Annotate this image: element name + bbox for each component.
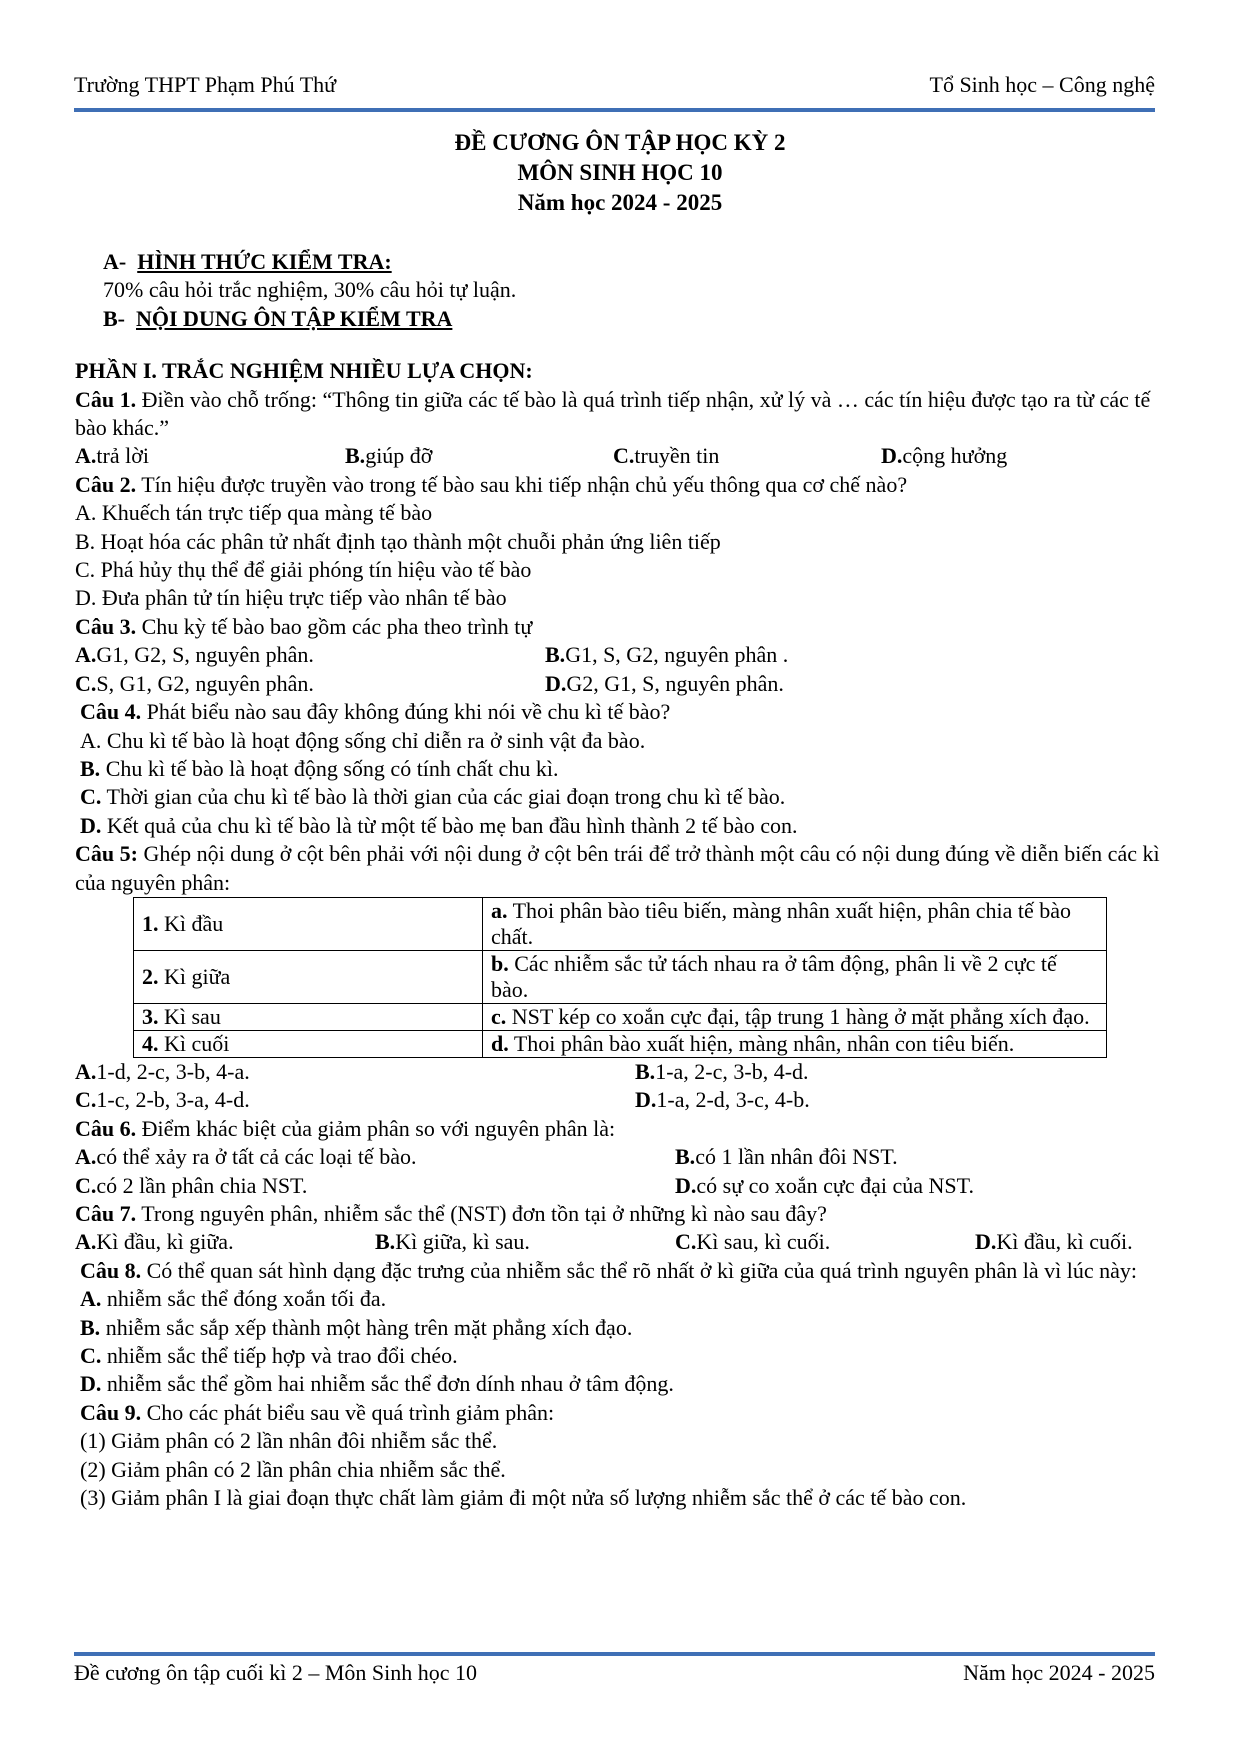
q1-option-d: D.cộng hưởng xyxy=(881,443,1008,469)
question-9: Câu 9. Cho các phát biểu sau về quá trình giảm phân: xyxy=(80,1399,555,1425)
q4-option-b: B. Chu kì tế bào là hoạt động sống có tính chất chu kì. xyxy=(80,755,559,781)
school-name: Trường THPT Phạm Phú Thứ xyxy=(74,72,337,97)
q3-options-row-2 xyxy=(75,670,1165,698)
right-cell: d. Thoi phân bào xuất hiện, màng nhân, nhân con tiêu biến. xyxy=(483,1030,1107,1057)
q5-options-row-1 xyxy=(75,1058,1165,1086)
q9-statement-1: (1) Giảm phân có 2 lần nhân đôi nhiễm sắc thể. xyxy=(80,1428,498,1454)
left-cell: 4. Kì cuối xyxy=(134,1030,483,1057)
q8-option-d: D. nhiễm sắc thể gồm hai nhiễm sắc thể đơn dính nhau ở tâm động. xyxy=(80,1371,674,1397)
question-5: Câu 5: Ghép nội dung ở cột bên phải với nội dung ở cột bên trái để trở thành một câu có nội dung đúng về diễn biến các kì của nguyên phân: xyxy=(75,841,1160,895)
section-a-text: 70% câu hỏi trắc nghiệm, 30% câu hỏi tự luận. xyxy=(103,277,517,303)
q2-option-a: A. Khuếch tán trực tiếp qua màng tế bào xyxy=(75,500,433,526)
doc-subject: MÔN SINH HỌC 10 xyxy=(517,160,723,185)
q4-option-a: A. Chu kì tế bào là hoạt động sống chỉ diễn ra ở sinh vật đa bào. xyxy=(80,727,646,753)
right-cell: c. NST kép co xoắn cực đại, tập trung 1 hàng ở mặt phẳng xích đạo. xyxy=(483,1003,1107,1030)
q1-option-b: B.giúp đỡ xyxy=(345,443,433,469)
q6-option-c: C.có 2 lần phân chia NST. xyxy=(75,1172,308,1198)
doc-year: Năm học 2024 - 2025 xyxy=(517,190,723,215)
q9-statement-2: (2) Giảm phân có 2 lần phân chia nhiễm sắc thể. xyxy=(80,1456,506,1482)
q8-option-a: A. nhiễm sắc thể đóng xoắn tối đa. xyxy=(80,1286,387,1312)
department-name: Tổ Sinh học – Công nghệ xyxy=(929,72,1155,97)
footer-title: Đề cương ôn tập cuối kì 2 – Môn Sinh học 10 xyxy=(74,1660,478,1685)
q7-option-d: D.Kì đầu, kì cuối. xyxy=(975,1229,1133,1255)
q7-option-a: A.Kì đầu, kì giữa. xyxy=(75,1229,234,1255)
q1-options xyxy=(75,442,1165,470)
q6-options-row-1 xyxy=(75,1143,1165,1171)
q3-option-a: A.G1, G2, S, nguyên phân. xyxy=(75,642,314,668)
q2-option-d: D. Đưa phân tử tín hiệu trực tiếp vào nhân tế bào xyxy=(75,585,507,611)
q5-options-row-2 xyxy=(75,1086,1165,1114)
q1-option-a: A.trả lời xyxy=(75,443,149,469)
header-rule xyxy=(74,108,1155,112)
q1-option-c: C.truyền tin xyxy=(613,443,720,469)
q6-option-d: D.có sự co xoắn cực đại của NST. xyxy=(675,1172,974,1198)
q4-option-c: C. Thời gian của chu kì tế bào là thời gian của các giai đoạn trong chu kì tế bào. xyxy=(80,784,786,810)
doc-title: ĐỀ CƯƠNG ÔN TẬP HỌC KỲ 2 xyxy=(454,130,786,155)
q5-option-d: D.1-a, 2-d, 3-c, 4-b. xyxy=(635,1087,810,1113)
matching-table xyxy=(133,897,1107,1058)
question-6: Câu 6. Điểm khác biệt của giảm phân so với nguyên phân là: xyxy=(75,1115,616,1141)
document-body xyxy=(75,128,1165,1512)
q6-option-a: A.có thể xảy ra ở tất cả các loại tế bào. xyxy=(75,1144,417,1170)
q7-option-c: C.Kì sau, kì cuối. xyxy=(675,1229,831,1255)
question-7: Câu 7. Trong nguyên phân, nhiễm sắc thể (NST) đơn tồn tại ở những kì nào sau đây? xyxy=(75,1200,827,1226)
table-row xyxy=(134,897,1107,950)
left-cell: 1. Kì đầu xyxy=(134,897,483,950)
q3-option-c: C.S, G1, G2, nguyên phân. xyxy=(75,670,314,696)
question-8: Câu 8. Có thể quan sát hình dạng đặc trưng của nhiễm sắc thể rõ nhất ở kì giữa của quá trình nguyên phân là vì lúc này: xyxy=(80,1257,1138,1283)
q3-option-b: B.G1, S, G2, nguyên phân . xyxy=(545,642,789,668)
q3-option-d: D.G2, G1, S, nguyên phân. xyxy=(545,670,784,696)
q8-option-b: B. nhiễm sắc sắp xếp thành một hàng trên mặt phẳng xích đạo. xyxy=(80,1314,633,1340)
q5-option-b: B.1-a, 2-c, 3-b, 4-d. xyxy=(635,1058,809,1084)
right-cell: a. Thoi phân bào tiêu biến, màng nhân xuất hiện, phân chia tế bào chất. xyxy=(483,897,1107,950)
question-3: Câu 3. Chu kỳ tế bào bao gồm các pha theo trình tự xyxy=(75,613,533,639)
q2-option-c: C. Phá hủy thụ thể để giải phóng tín hiệu vào tế bào xyxy=(75,557,532,583)
table-row xyxy=(134,950,1107,1003)
question-2: Câu 2. Tín hiệu được truyền vào trong tế bào sau khi tiếp nhận chủ yếu thông qua cơ chế nào? xyxy=(75,471,908,497)
q7-option-b: B.Kì giữa, kì sau. xyxy=(375,1229,530,1255)
question-1: Câu 1. Điền vào chỗ trống: “Thông tin giữa các tế bào là quá trình tiếp nhận, xử lý và … các tín hiệu được tạo ra từ các tế bào khác.” xyxy=(75,386,1151,441)
right-cell: b. Các nhiễm sắc tử tách nhau ra ở tâm động, phân li về 2 cực tế bào. xyxy=(483,950,1107,1003)
section-a-heading: A- HÌNH THỨC KIỂM TRA: xyxy=(103,249,392,274)
q6-options-row-2 xyxy=(75,1172,1165,1200)
part-1-heading: PHẦN I. TRẮC NGHIỆM NHIỀU LỰA CHỌN: xyxy=(75,358,533,384)
footer-rule xyxy=(74,1652,1155,1656)
table-row xyxy=(134,1003,1107,1030)
left-cell: 3. Kì sau xyxy=(134,1003,483,1030)
page-header xyxy=(74,72,1155,108)
q4-option-d: D. Kết quả của chu kì tế bào là từ một tế bào mẹ ban đầu hình thành 2 tế bào con. xyxy=(80,812,798,838)
section-b-heading: B- NỘI DUNG ÔN TẬP KIỂM TRA xyxy=(103,305,453,331)
q9-statement-3: (3) Giảm phân I là giai đoạn thực chất làm giảm đi một nửa số lượng nhiễm sắc thể ở các tế bào con. xyxy=(80,1485,967,1511)
question-4: Câu 4. Phát biểu nào sau đây không đúng khi nói về chu kì tế bào? xyxy=(80,699,671,725)
q2-option-b: B. Hoạt hóa các phân tử nhất định tạo thành một chuỗi phản ứng liên tiếp xyxy=(75,528,721,554)
q5-option-c: C.1-c, 2-b, 3-a, 4-d. xyxy=(75,1087,250,1113)
q8-option-c: C. nhiễm sắc thể tiếp hợp và trao đổi chéo. xyxy=(80,1343,458,1368)
left-cell: 2. Kì giữa xyxy=(134,950,483,1003)
footer-year: Năm học 2024 - 2025 xyxy=(963,1660,1155,1685)
table-row xyxy=(134,1030,1107,1057)
q5-option-a: A.1-d, 2-c, 3-b, 4-a. xyxy=(75,1058,250,1084)
q7-options xyxy=(75,1228,1165,1256)
q3-options-row-1 xyxy=(75,641,1165,669)
q6-option-b: B.có 1 lần nhân đôi NST. xyxy=(675,1144,898,1170)
